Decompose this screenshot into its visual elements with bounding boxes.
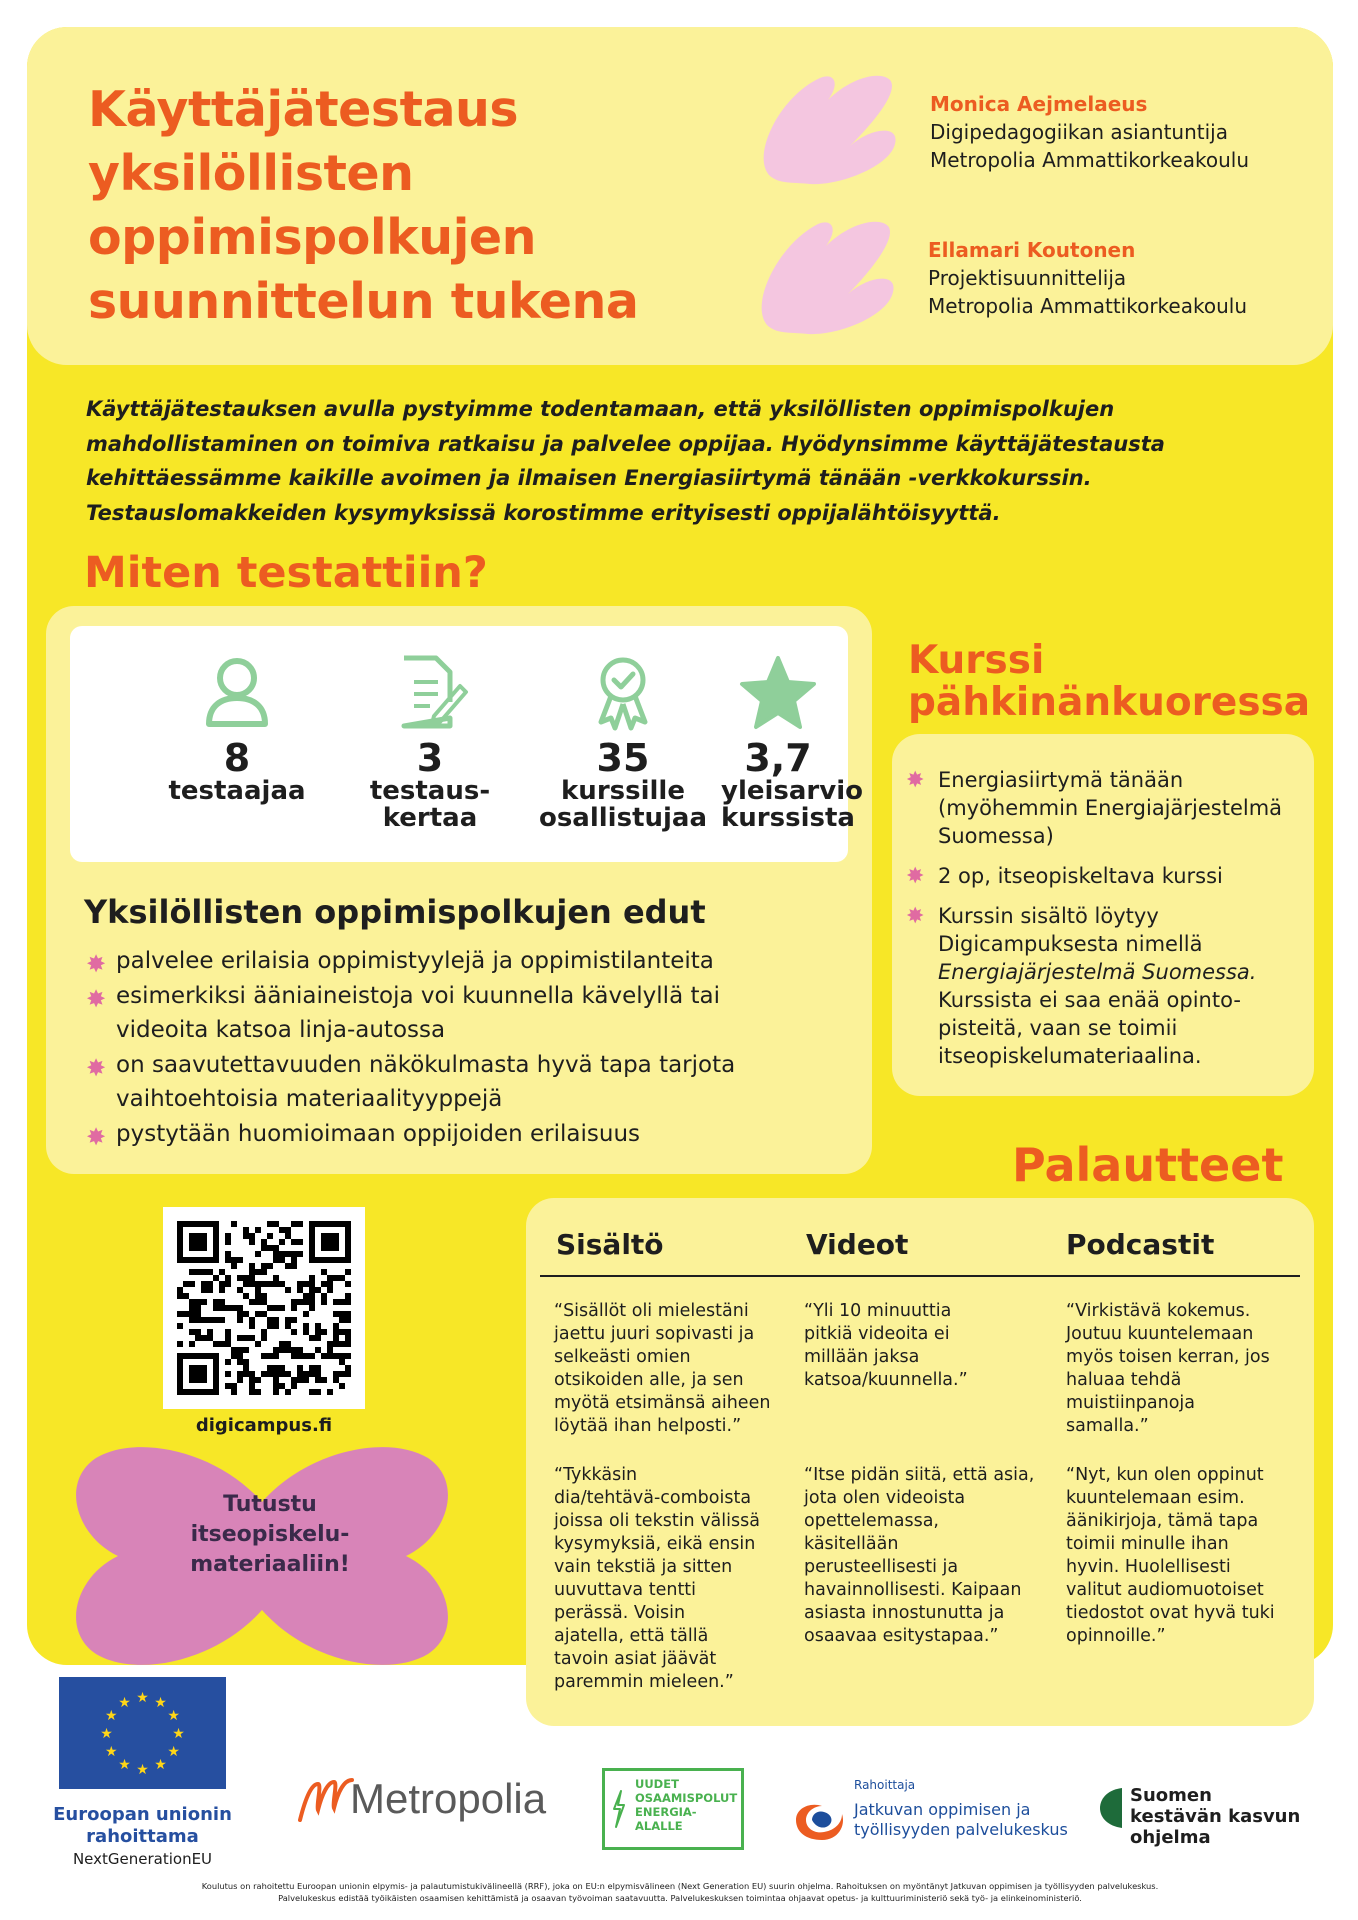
suomen-kestavan-kasvun-logo: Suomen kestävän kasvun ohjelma	[1130, 1785, 1301, 1848]
benefits-title: Yksilöllisten oppimispolkujen edut	[84, 893, 706, 931]
bullet-star-icon: ✸	[86, 984, 107, 1013]
intro-line: Testauslomakkeiden kysymyksissä korostimme erityisesti oppijalähtöisyyttä.	[86, 500, 1001, 525]
author-name: Monica Aejmelaeus	[930, 92, 1148, 116]
feedback-quote: “Virkistävä kokemus. Joutuu kuuntelemaan myös toisen kerran, jos haluaa tehdä muistiinpanoja samalla.”	[1066, 1301, 1270, 1436]
lightning-icon	[611, 1789, 627, 1829]
feedback-divider	[540, 1275, 1300, 1277]
cta-text[interactable]: Tutustu itseopiskelu- materiaaliin!	[190, 1492, 350, 1577]
stats-card	[70, 626, 863, 862]
stat-value: 8	[223, 736, 251, 780]
stat-label: kurssille	[561, 776, 685, 806]
swoosh-decoration-2	[738, 212, 908, 340]
eu-star: ★	[167, 1708, 180, 1724]
page-title	[88, 78, 788, 334]
list-item: ✸ on saavutettavuuden näkökulmasta hyvä tapa tarjota vaihtoehtoisia materiaalityyppejä	[86, 1051, 736, 1112]
author-org: Metropolia Ammattikorkeakoulu	[930, 148, 1249, 172]
section-title-feedback: Palautteet	[1012, 1138, 1284, 1192]
intro-paragraph	[86, 392, 1216, 530]
bullet-star-icon: ✸	[906, 904, 925, 929]
intro-line: mahdollistaminen on toimiva ratkaisu ja palvelee oppijaa. Hyödynsimme käyttäjätestausta	[86, 431, 1165, 456]
intro-line: kehittäessämme kaikille avoimen ja ilmaisen Energiasiirtymä tänään -verkkokurssin.	[86, 466, 1092, 490]
metropolia-logo: Metropolia	[350, 1775, 547, 1822]
stat-rounds	[335, 626, 525, 832]
feedback-heading-content: Sisältö	[556, 1228, 664, 1261]
stat-label: yleisarvio	[721, 776, 863, 806]
qr-code[interactable]	[163, 1207, 365, 1409]
list-item: ✸ esimerkiksi ääniaineistoja voi kuunnella kävelyllä tai videoita katsoa linja-autossa	[86, 982, 720, 1043]
eu-flag-logo	[59, 1677, 226, 1789]
bullet-star-icon: ✸	[906, 768, 925, 793]
section-title-how: Miten testattiin?	[84, 548, 488, 598]
stat-label: testaus-	[369, 776, 491, 806]
stat-label: osallistujaa	[538, 803, 708, 833]
list-item: ✸ Energiasiirtymä tänään (myöhemmin Energiajärjestelmä Suomessa)	[906, 768, 1283, 848]
award-badge-icon	[583, 652, 663, 732]
feedback-heading-videos: Videot	[806, 1228, 909, 1261]
list-item: ✸ Kurssin sisältö löytyy Digicampuksesta nimellä Energiajärjestelmä Suomessa. Kurssista ei saa enää opinto- pisteitä, vaan se toimii itseopiskelumateriaalina.	[906, 904, 1257, 1068]
uudet-osaamispolut-logo: UUDET OSAAMISPOLUT ENERGIA-ALALLE	[602, 1768, 744, 1850]
funding-disclaimer: Koulutus on rahoitettu Euroopan unionin elpymis- ja palautumistukivälineellä (RRF), joka on EU:n elpymisvälineen (Next Generation EU) suurin ohjelma. Rahoituksen on myöntänyt Jatkuvan oppimisen ja työllisyyden palvelukeskus. Palvelukeskus edistää työikäisten osaamisen kehittämistä ja osaavan työvoiman saatavuutta. Palvelukeskuksen toimintaa ohjaavat opetus- ja kulttuuriministeriö sekä työ- ja elinkeinoministeriö.	[201, 1881, 1159, 1903]
author-org: Metropolia Ammattikorkeakoulu	[928, 294, 1247, 318]
stat-value: 35	[596, 736, 650, 780]
qr-link-label[interactable]: digicampus.fi	[195, 1415, 333, 1436]
eu-star: ★	[136, 1690, 149, 1706]
stat-label: testaajaa	[168, 776, 306, 806]
feedback-quote: “Nyt, kun olen oppinut kuuntelemaan esim. äänikirjoja, tämä tapa toimii minulle ihan hyvin. Huolellisesti valitut audiomuotoiset tiedostot ovat hyvä tuki opinnoille.”	[1066, 1465, 1275, 1646]
bullet-star-icon: ✸	[86, 1122, 107, 1151]
bullet-star-icon: ✸	[86, 950, 107, 978]
metropolia-m-icon	[296, 1776, 356, 1824]
rahoittaja-label: Rahoittaja	[854, 1778, 916, 1792]
stat-value: 3,7	[744, 736, 812, 780]
person-icon	[197, 652, 277, 732]
bullet-star-icon: ✸	[906, 864, 925, 889]
list-item: ✸ 2 op, itseopiskeltava kurssi	[906, 864, 1223, 889]
author-block	[928, 236, 1247, 320]
feedback-quote: “Yli 10 minuuttia pitkiä videoita ei millään jaksa katsoa/kuunnella.”	[804, 1301, 968, 1390]
feedback-heading-podcasts: Podcastit	[1066, 1228, 1215, 1261]
title-line: Käyttäjätestaus	[88, 81, 519, 138]
stat-label: kertaa	[382, 803, 478, 833]
author-role: Projektisuunnittelija	[928, 266, 1127, 290]
eu-star: ★	[167, 1744, 180, 1760]
eu-star: ★	[172, 1726, 185, 1742]
title-line: oppimispolkujen	[88, 209, 537, 266]
feedback-quote: “Itse pidän siitä, että asia, jota olen videoista opettelemassa, käsitellään perusteellisesti ja havainnollisesti. Kaipaan asiasta innostunutta ja osaavaa esitystapaa.”	[804, 1465, 1035, 1646]
stat-rating	[721, 626, 863, 833]
eu-star: ★	[118, 1757, 131, 1774]
eu-star: ★	[100, 1726, 113, 1742]
stat-label: kurssista	[721, 803, 855, 833]
feedback-quote: “Tykkäsin dia/tehtävä-comboista joissa oli tekstin välissä kysymyksiä, eikä ensin vain tekstiä ja sitten uuvuttava tentti perässä. Voisin ajatella, että tällä tavoin asiat jäävät paremmin mieleen.”	[554, 1465, 760, 1692]
stat-testers	[142, 626, 332, 805]
eu-funding-text: Euroopan unionin rahoittama NextGenerationEU	[53, 1804, 232, 1868]
author-block	[930, 90, 1249, 174]
course-list	[906, 766, 1306, 1082]
qr-code-image	[163, 1207, 365, 1409]
feedback-quote: “Sisällöt oli mielestäni jaettu juuri sopivasti ja selkeästi omien otsikoiden alle, ja sen myötä etsimänsä aiheen löytää ihan helposti.”	[554, 1301, 771, 1436]
eu-star: ★	[118, 1694, 131, 1711]
author-name: Ellamari Koutonen	[928, 238, 1136, 262]
eu-star: ★	[105, 1744, 118, 1760]
star-icon	[738, 652, 818, 732]
title-line: suunnittelun tukena	[88, 273, 639, 330]
leaf-icon	[1098, 1786, 1124, 1830]
list-item: ✸ palvelee erilaisia oppimistyylejä ja oppimistilanteita	[84, 944, 844, 979]
benefits-list	[84, 944, 844, 1151]
swoosh-decoration-1	[740, 66, 910, 190]
eu-star: ★	[105, 1708, 118, 1724]
jatkuva-swirl-icon	[788, 1798, 848, 1844]
list-item: ✸ pystytään huomioimaan oppijoiden erilaisuus	[84, 1117, 844, 1152]
eu-star: ★	[136, 1762, 149, 1778]
document-edit-icon	[390, 652, 470, 732]
section-title-course: Kurssi pähkinänkuoressa	[908, 638, 1311, 725]
stat-value: 3	[416, 736, 444, 780]
author-role: Digipedagogiikan asiantuntija	[930, 120, 1228, 144]
eu-star: ★	[154, 1757, 167, 1774]
intro-line: Käyttäjätestauksen avulla pystyimme todentamaan, että yksilöllisten oppimispolkujen	[86, 397, 1115, 421]
eu-stars-icon	[59, 1677, 226, 1789]
stat-participants	[528, 626, 718, 832]
title-line: yksilöllisten	[88, 145, 414, 202]
eu-star: ★	[154, 1694, 167, 1711]
bullet-star-icon: ✸	[86, 1053, 107, 1082]
